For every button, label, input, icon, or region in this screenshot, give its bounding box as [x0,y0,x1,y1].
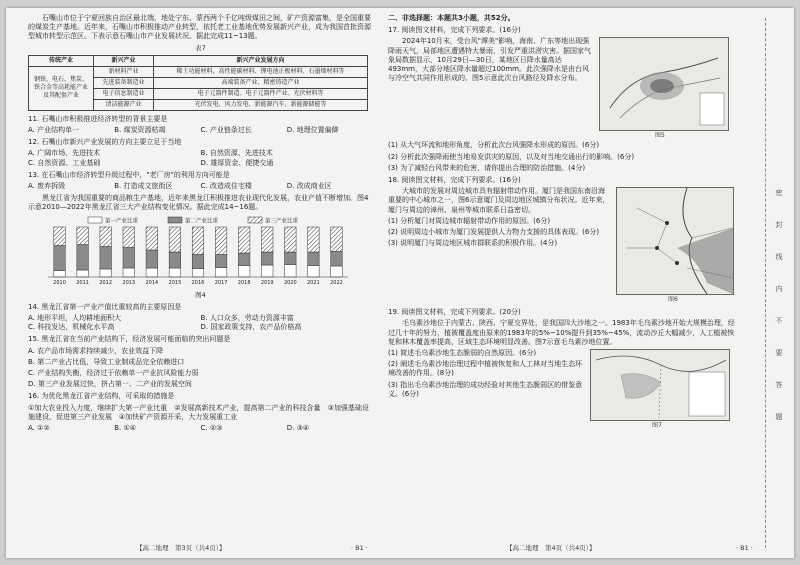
question-15-options [28,347,373,390]
option: A. 废弃拆毁 [28,182,66,191]
table-cell: 先进装备制造业 [94,77,154,88]
q18-block [388,187,736,305]
option: B. 打造成文旅街区 [114,182,173,191]
bar-segment [285,264,297,277]
x-tick-label: 2016 [191,279,205,286]
option: D. 地理位置偏僻 [286,126,339,135]
table-cell: 电子信息制造业 [94,88,154,99]
bar-segment [77,244,89,270]
bar-segment [192,268,204,277]
bar-segment [238,253,250,266]
table-header: 新兴产业发展方向 [153,55,367,66]
x-tick-label: 2012 [99,279,113,286]
chart-legend [88,216,299,224]
seal-char: 内 [775,285,783,293]
maowusu-map-image [590,349,730,421]
option: C. ②③ [200,424,223,433]
section-title: 二、非选择题：本题共3小题，共52分。 [388,14,515,22]
left-footer: 【高二地理 第3页（共4页）】 [136,544,226,552]
industry-structure-chart [28,215,368,289]
q19-sub-2: (2) 阐述毛乌素沙地治理过程中植被恢复和人工林对当地生态环境改善的作用。(8分) [388,360,583,378]
bar-segment [169,268,181,277]
table-caption: 表7 [195,43,206,52]
right-footer: 【高二地理 第4页（共4页）】 [506,544,596,552]
question-18: 18. 阅读图文材料，完成下列要求。(16分) [388,176,521,185]
bar-segment [308,265,320,277]
x-tick-label: 2018 [237,279,251,286]
bar-segment [169,252,181,268]
bar-segment [77,270,89,277]
table-cell: 电子元器件制造、电子元器件产业、光伏材料等 [153,88,367,99]
legend-label: 第三产业比重 [265,218,299,225]
question-13: 13. 在石嘴山市经济转型升级过程中，"老厂房"的利用方向可能是 [28,170,230,179]
industry-table [28,55,368,111]
x-tick-label: 2021 [307,279,320,286]
q17-block [388,37,736,141]
seal-line [765,18,766,548]
right-column [388,14,736,429]
option: D. 雄厚资金、便捷交通 [200,158,274,167]
chart-caption: 图4 [195,290,206,299]
table-cell: 新材料产业 [94,66,154,77]
chart-x-ticks [53,280,343,286]
q19-block [388,349,736,429]
xiamen-map-image [616,187,734,295]
q17-sub-3: (3) 为了减轻台风带来的危害，请你提出合理的防治措施。(4分) [388,163,586,172]
option: D. ③④ [286,424,310,433]
city-map-icon [617,188,733,294]
option: A. 农产品市场需求持续减少，农业效益下降 [28,346,164,355]
x-tick-label: 2019 [260,279,274,286]
q18-passage: 大城市的发展对周边城市具有辐射带动作用。厦门是我国东南沿海重要的中心城市之一，图6示意厦门及周边地区城镇分布状况。近年来，厦门与周边的漳州、泉州等城市联系日益密切。 [388,187,610,214]
question-12-options [28,149,373,167]
bar-segment [123,227,135,248]
typhoon-map-image [599,37,729,131]
seal-char: 线 [775,253,783,261]
option: C. 自然资源、工业基础 [28,158,101,167]
option: A. 产业结构单一 [28,126,80,135]
left-column [28,14,373,433]
bar-segment [146,250,158,268]
table-cell: 清洁能源产业 [94,99,154,110]
figure-7-caption: 图7 [652,422,662,430]
bar-segment [331,266,343,277]
figure-5-caption: 图5 [655,132,665,140]
bar-segment [238,227,250,253]
bar-segment [169,227,181,252]
bar-segment [215,267,227,277]
table-cell-traditional: 钢铁、电石、焦炭、铁合金等高耗能产业及其配套产业 [29,66,94,110]
bar-segment [308,227,320,252]
seal-notice [772,188,786,422]
intro-passage-2: 黑龙江省为我国重要的商品粮生产基地，近年来黑龙江积极推进农业现代化发展，农业产值不断增加。图4示意2010—2022年黑龙江省三大产业结构变化情况。据此完成14~16题。 [28,194,369,212]
option: A. ①② [28,424,50,433]
seal-char: 不 [775,317,783,325]
q17-sub-1: (1) 从大气环流和地形角度，分析此次台风强降水形成的原因。(6分) [388,141,600,150]
bar-segment [285,227,297,252]
legend-swatch [88,217,102,223]
seal-char: 题 [775,413,783,421]
bar-segment [238,265,250,277]
seal-char: 封 [775,221,783,229]
bar-segment [123,247,135,268]
q17-sub-2: (2) 分析此次强降雨使当地易发洪灾的原因，以及对当地交通出行的影响。(6分) [388,152,635,161]
question-11-options [28,126,373,135]
q19-passage: 毛乌素沙地位于内蒙古、陕西、宁夏交界处，是我国四大沙地之一。1983年毛乌素沙地开始大规模治理，经过几十年的努力，植被覆盖度由原来的1983年的5%~10%提升到35%~45%，流动沙丘大幅减少，人工植被恢复和林木覆盖率提高，区域生态环境明显改善。图7示意毛乌素沙地位置。 [388,319,735,346]
bar-segment [261,265,273,277]
question-19: 19. 阅读图文材料，完成下列要求。(20分) [388,308,521,317]
x-tick-label: 2017 [214,279,228,286]
x-tick-label: 2022 [330,279,343,286]
right-footer-code: · B1 · [736,544,753,552]
table-header: 新兴产业 [94,55,154,66]
x-tick-label: 2010 [53,279,66,286]
option: B. 人口众多，劳动力资源丰富 [200,314,294,323]
typhoon-map-icon [600,38,728,130]
option: B. 自然资源、先进技术 [200,149,273,158]
option: A. 广阔市场、先进技术 [28,149,101,158]
bar-segment [308,252,320,266]
question-16: 16. 为优化黑龙江省产业结构，可采取的措施是 [28,392,175,401]
question-17: 17. 阅读图文材料，完成下列要求。(16分) [388,26,521,35]
q19-sub-1: (1) 简述毛乌素沙地生态脆弱的自然原因。(6分) [388,349,537,358]
option: A. 地形平坦，人均耕地面积大 [28,314,122,323]
q18-text-block [388,187,610,305]
bar-segment [192,254,204,268]
x-tick-label: 2011 [76,279,89,286]
bar-segment [100,227,112,247]
seal-char: 密 [775,189,783,197]
bar-segment [54,227,66,246]
table-cell: 高端装备产业、精密铸造产业 [153,77,367,88]
x-tick-label: 2014 [145,279,159,286]
left-footer-code: · B1 · [351,544,368,552]
bar-segment [192,227,204,255]
x-tick-label: 2015 [168,279,182,286]
figure-6 [616,187,734,305]
option: D. 第三产业发展过快，挤占第一、二产业的发展空间 [28,380,192,389]
x-tick-label: 2020 [283,279,297,286]
bar-segment [215,254,227,267]
seal-char: 要 [775,349,783,357]
table-header: 传统产业 [29,55,94,66]
option: D. 改成商业区 [286,182,332,191]
seal-char: 答 [775,381,783,389]
figure-6-caption: 图6 [668,296,678,304]
bar-segment [146,227,158,250]
q19-text-block [388,349,584,429]
intro-passage: 石嘴山市位于宁夏回族自治区最北端，地处宁东、蒙西两个千亿吨级煤田之间，矿产资源富集，是全国重要的煤炭生产基地。近年来，石嘴山市积极推动产业转型，依托老工业基地优势发展新兴产业，成为我国首批资源型城市转型示范区。下表示意石嘴山市产业发展状况。据此完成11~13题。 [28,14,371,41]
q17-passage: 2024年10月末，受台风"潭美"影响，海南、广东等地出现强降雨天气，局部地区遭遇特大暴雨，引发严重洪涝灾害。据国家气象局数据显示，10月29日—30日，某地区日降水量高达493mm，大部分地区降水量超过100mm。此次强降水是由台风与冷空气共同作用形成的。图5示意此次台风路径及降水分布。 [388,37,591,83]
bar-segment [77,227,89,245]
bar-segment [285,252,297,265]
legend-label: 第二产业比重 [185,218,219,225]
q18-sub-2: (2) 说明周边小城市为厦门发展提供人力物力支援的具体表现。(6分) [388,228,600,237]
figure-5 [599,37,729,141]
table-cell: 光伏发电、风力发电、新能源汽车、新能源储能等 [153,99,367,110]
option: B. ①④ [114,424,137,433]
question-14-options [28,314,373,332]
legend-swatch [248,217,262,223]
q19-sub-3: (3) 指出毛乌素沙地治理的成功经验对其他生态脆弱区的借鉴意义。(6分) [388,380,583,398]
bar-segment [100,246,112,269]
bar-segment [261,252,273,265]
question-11: 11. 石嘴山市积极推进经济转型的背景主要是 [28,114,168,123]
bar-segment [331,227,343,252]
figure-7 [590,349,730,429]
option: C. 改造成住宅楼 [200,182,252,191]
question-14: 14. 黑龙江省第一产业产值比重较高的主要原因是 [28,302,182,311]
question-16-items: ①加大农业投入力度，继续扩大第一产业比重 ②发展高新技术产业，提高第二产业的科技含量 ③加强基础设施建设，促进第三产业发展 ④加快矿产资源开采，大力发展重工业 [28,403,369,421]
bar-segment [215,227,227,255]
bar-segment [123,268,135,277]
bar-segment [100,269,112,277]
sandland-map-icon [591,350,729,420]
option: C. 科技发达，机械化水平高 [28,323,115,332]
legend-label: 第一产业比重 [105,218,139,225]
table-cell: 稀土功能材料、高性能碳材料、锂电池正极材料、石墨烯材料等 [153,66,367,77]
option: B. 第二产业占比低，导致工业制成品完全依赖进口 [28,357,185,366]
bar-segment [54,270,66,277]
question-13-options [28,182,373,191]
bar-segment [54,245,66,270]
bar-segment [146,268,158,277]
chart-bars [48,227,348,277]
option: C. 产业结构失衡，经济过于依赖单一产业抗风险能力弱 [28,369,199,378]
option: D. 国家政策支持，农产品价格高 [200,323,302,332]
q18-sub-1: (1) 分析厦门对周边城市辐射带动作用的原因。(6分) [388,216,551,225]
option: C. 产业链条过长 [200,126,252,135]
option: B. 煤炭资源枯竭 [114,126,166,135]
question-12: 12. 石嘴山市新兴产业发展的方向主要立足于当地 [28,138,182,147]
x-tick-label: 2013 [122,279,136,286]
q18-sub-3: (3) 说明厦门与周边地区城市群联系的积极作用。(4分) [388,239,558,248]
question-15: 15. 黑龙江省在当前产业结构下，经济发展可能面临的突出问题是 [28,335,231,344]
bar-segment [331,251,343,266]
bar-segment [261,227,273,252]
legend-swatch [168,217,182,223]
exam-sheet [6,8,794,558]
question-16-options [28,424,373,433]
